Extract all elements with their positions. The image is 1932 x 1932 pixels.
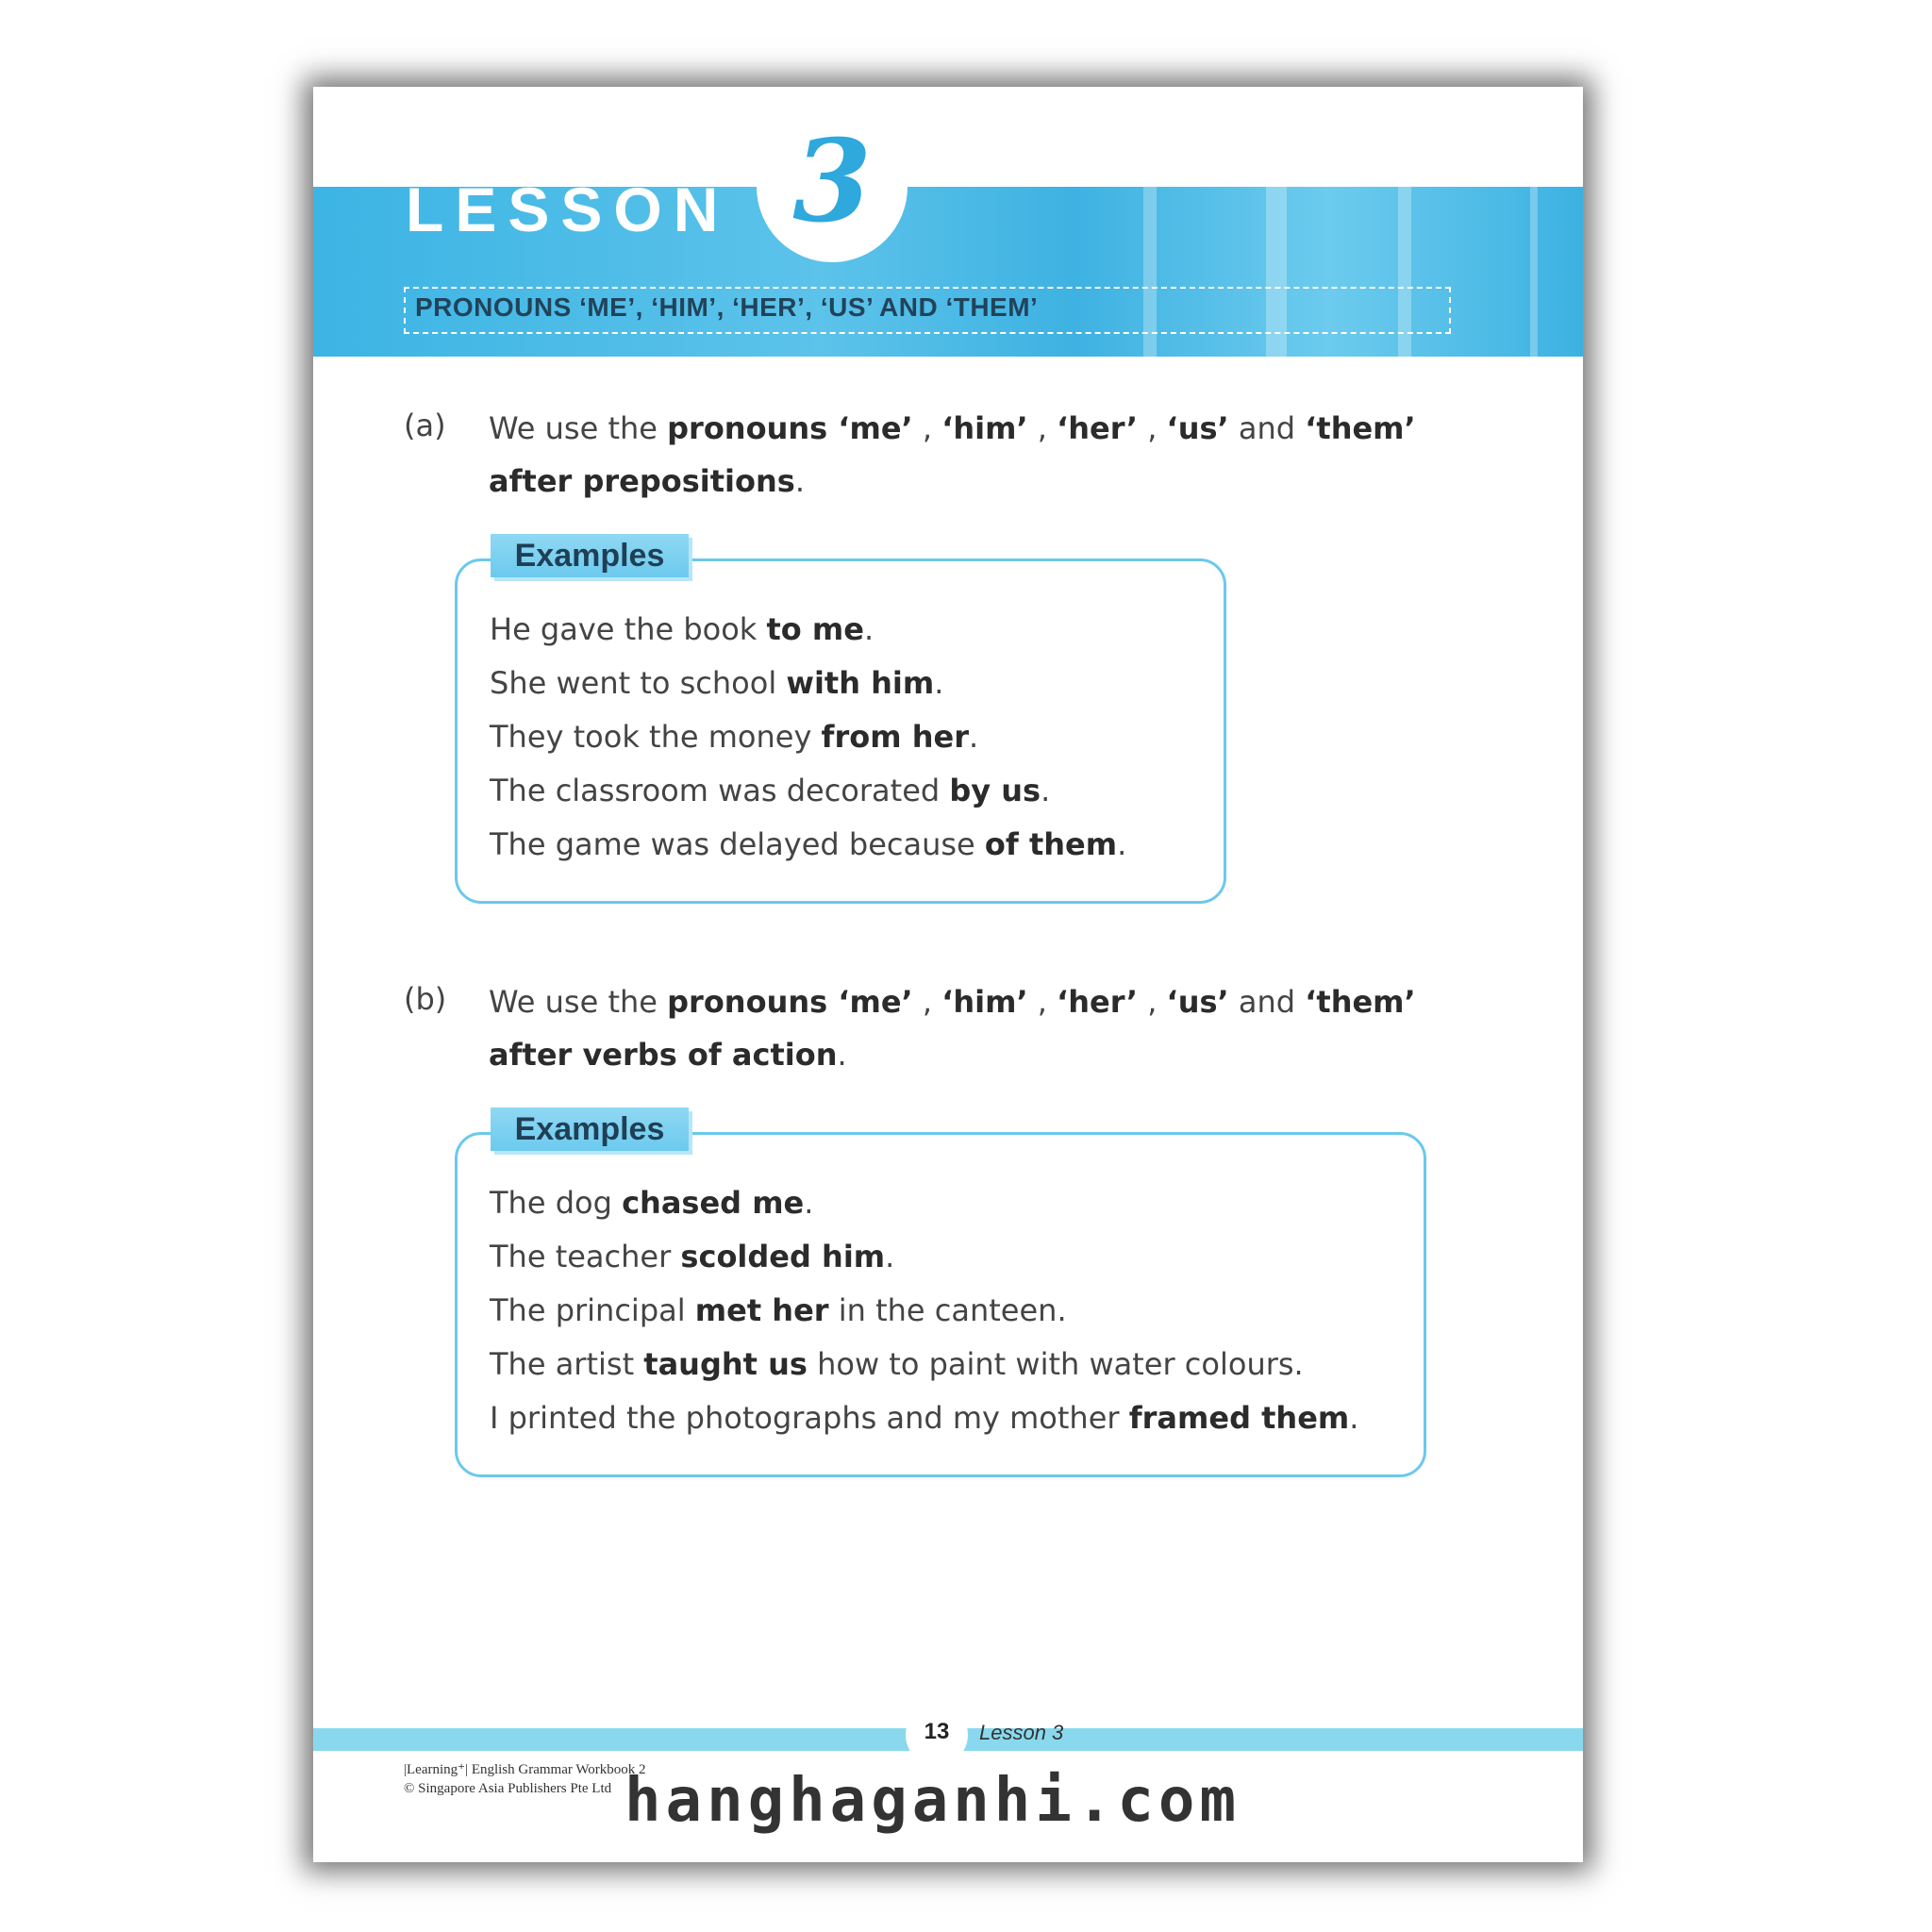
example-sentence <box>490 710 1126 764</box>
workbook-page <box>313 87 1583 1862</box>
bold-text: ‘us’ <box>1166 984 1229 1020</box>
bold-text: to me <box>766 611 864 647</box>
text-segment: , <box>1138 410 1167 446</box>
bold-text: pronouns ‘me’ <box>667 410 913 446</box>
example-sentence <box>490 657 1126 710</box>
text-segment: We use the <box>489 410 668 446</box>
text-segment: how to paint with water colours. <box>807 1346 1304 1382</box>
text-segment: The principal <box>490 1292 695 1328</box>
bold-text: ‘her’ <box>1057 984 1139 1020</box>
example-sentence <box>490 818 1126 872</box>
example-sentence <box>490 764 1126 818</box>
lesson-number-badge <box>757 111 908 262</box>
text-segment: . <box>794 463 805 499</box>
example-sentence <box>490 603 1126 657</box>
bold-text: pronouns ‘me’ <box>667 984 913 1020</box>
text-segment: The classroom was decorated <box>490 773 950 808</box>
examples-box <box>455 1132 1426 1477</box>
bold-text: of them <box>984 826 1118 862</box>
credit-line: |Learning⁺| English Grammar Workbook 2 <box>404 1762 646 1777</box>
example-sentence <box>490 1230 1358 1284</box>
text-segment: , <box>1138 984 1167 1020</box>
rule-text <box>489 402 1489 508</box>
bold-text: from her <box>821 719 969 755</box>
text-segment: . <box>1041 773 1051 808</box>
examples-box <box>455 558 1226 904</box>
text-segment: . <box>837 1037 847 1073</box>
text-segment: , <box>1027 984 1058 1020</box>
text-segment: , <box>912 984 942 1020</box>
credit-line: © Singapore Asia Publishers Pte Ltd <box>404 1781 612 1796</box>
example-sentence <box>490 1338 1358 1391</box>
text-segment: , <box>912 410 942 446</box>
text-segment: They took the money <box>490 719 822 755</box>
lesson-topic: PRONOUNS ‘ME’, ‘HIM’, ‘HER’, ‘US’ AND ‘THEM’ <box>415 292 1039 322</box>
text-segment: in the canteen. <box>828 1292 1067 1328</box>
text-segment: The teacher <box>490 1239 681 1274</box>
watermark-bottom: hanghaganhi.com <box>625 1766 1241 1836</box>
text-segment: The game was delayed because <box>490 826 985 862</box>
text-segment: . <box>804 1185 814 1221</box>
rule-text <box>489 975 1489 1081</box>
publisher-credits <box>404 1760 646 1798</box>
examples-label: Examples <box>514 1111 665 1147</box>
text-segment: and <box>1228 410 1306 446</box>
examples-list <box>490 1176 1358 1445</box>
text-segment: . <box>1349 1400 1359 1436</box>
lesson-heading: LESSON <box>406 175 730 244</box>
text-segment: She went to school <box>490 665 787 701</box>
bold-text: framed them <box>1128 1400 1350 1436</box>
rule-label: (b) <box>404 981 447 1017</box>
bold-text: chased me <box>622 1185 805 1221</box>
text-segment: . <box>934 665 944 701</box>
example-sentence <box>490 1284 1358 1338</box>
text-segment: . <box>1117 826 1127 862</box>
examples-tab <box>491 534 689 577</box>
text-segment: . <box>863 611 874 647</box>
bold-text: taught us <box>643 1346 808 1382</box>
example-sentence <box>490 1391 1358 1445</box>
bold-text: by us <box>949 773 1041 808</box>
bold-text: ‘her’ <box>1057 410 1139 446</box>
examples-list <box>490 603 1126 872</box>
page-number: 13 <box>924 1719 950 1744</box>
text-segment: I printed the photographs and my mother <box>490 1400 1129 1436</box>
rule-label: (a) <box>404 408 446 443</box>
example-sentence <box>490 1176 1358 1230</box>
text-segment: He gave the book <box>490 611 767 647</box>
text-segment: . <box>885 1239 895 1274</box>
bold-text: met her <box>694 1292 829 1328</box>
lesson-number: 3 <box>792 115 872 248</box>
text-segment: , <box>1027 410 1058 446</box>
bold-text: ‘him’ <box>941 984 1028 1020</box>
text-segment: and <box>1228 984 1306 1020</box>
bold-text: ‘them’ after verbs of action <box>489 984 1416 1073</box>
bold-text: ‘us’ <box>1166 410 1229 446</box>
examples-tab <box>491 1108 689 1151</box>
examples-label: Examples <box>514 538 665 574</box>
text-segment: We use the <box>489 984 668 1020</box>
bold-text: scolded him <box>680 1239 886 1274</box>
text-segment: The dog <box>490 1185 623 1221</box>
bold-text: with him <box>786 665 935 701</box>
bold-text: ‘them’ after prepositions <box>489 410 1416 499</box>
footer-lesson-label: Lesson 3 <box>979 1721 1064 1744</box>
bold-text: ‘him’ <box>941 410 1028 446</box>
band-stripe <box>1530 187 1538 357</box>
text-segment: . <box>968 719 979 755</box>
text-segment: The artist <box>490 1346 644 1382</box>
